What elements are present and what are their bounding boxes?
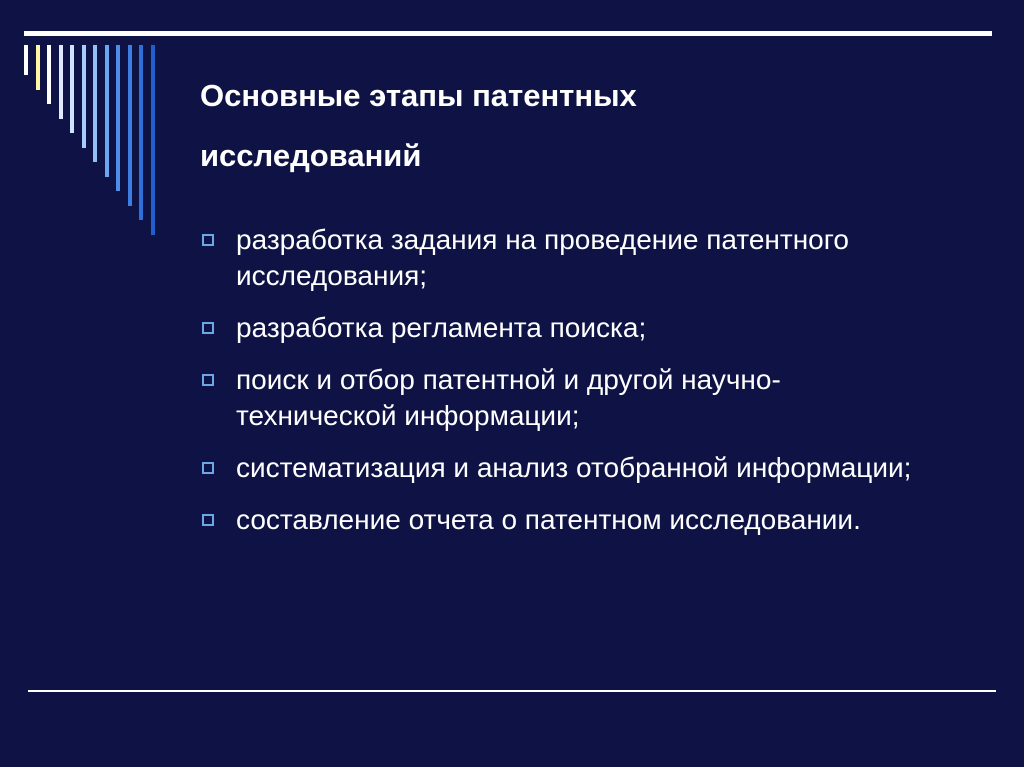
bullet-text: составление отчета о патентном исследовании. [236,504,861,535]
bullet-item [198,362,938,434]
bullet-text: поиск и отбор патентной и другой научно-технической информации; [236,364,781,431]
bullet-text: разработка задания на проведение патентного исследования; [236,224,849,291]
stripe [47,45,51,104]
hollow-square-icon [202,234,214,246]
hollow-square-icon [202,322,214,334]
title-line-2: исследований [200,138,422,173]
hollow-square-icon [202,462,214,474]
stripe [116,45,120,191]
bullet-text: разработка регламента поиска; [236,312,647,343]
bullet-item [198,502,938,538]
stripe [59,45,63,119]
stripe [105,45,109,177]
stripe [151,45,155,235]
decorative-stripes [0,0,180,210]
bullet-text: систематизация и анализ отобранной информации; [236,452,912,483]
hollow-square-icon [202,514,214,526]
stripe [82,45,86,148]
slide-title [200,66,960,186]
bullet-item [198,450,938,486]
stripe [128,45,132,206]
stripe [139,45,143,220]
bottom-rule [28,690,996,692]
stripe [24,45,28,75]
bullet-list [198,222,938,554]
stripe [36,45,40,90]
bullet-item [198,222,938,294]
bullet-item [198,310,938,346]
stripe [93,45,97,162]
hollow-square-icon [202,374,214,386]
title-line-1: Основные этапы патентных [200,78,637,113]
stripe [70,45,74,133]
